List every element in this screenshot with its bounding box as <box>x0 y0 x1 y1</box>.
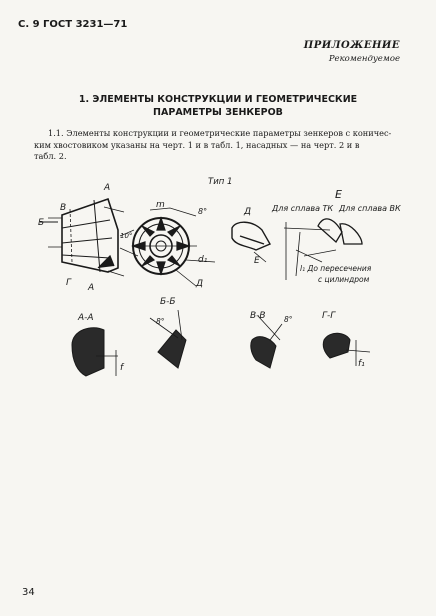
page-header: С. 9 ГОСТ 3231—71 <box>18 19 128 30</box>
note-line-1: l₁ До пересечения <box>300 264 372 273</box>
appendix-title: ПРИЛОЖЕНИЕ <box>303 40 400 51</box>
section-vv-label: В-В <box>250 311 266 321</box>
label-m: m <box>156 200 165 210</box>
label-a-bottom: А <box>88 283 95 293</box>
label-alloy-vk: Для сплава ВК <box>339 204 401 213</box>
note-line-2: с цилиндром <box>318 275 370 284</box>
label-b: В <box>60 203 67 213</box>
section-title-line-1: 1. ЭЛЕМЕНТЫ КОНСТРУКЦИИ И ГЕОМЕТРИЧЕСКИЕ <box>78 94 358 105</box>
page-number: 34 <box>22 587 35 598</box>
detail-d-drawing <box>232 222 270 262</box>
label-e: Е <box>254 256 260 266</box>
label-f1: f₁ <box>358 359 365 369</box>
label-d-detail: Д <box>244 207 252 217</box>
label-a: А <box>104 183 111 193</box>
section-aa-label: А-А <box>78 313 94 323</box>
section-gg-label: Г-Г <box>322 311 336 321</box>
label-e-title: Е <box>335 188 342 201</box>
label-angle-bb: 8° <box>156 317 165 326</box>
label-d: Д <box>196 279 204 289</box>
label-angle-vv: 8° <box>284 315 293 324</box>
label-d1: d₁ <box>198 255 208 265</box>
appendix-subtitle: Рекомендуемое <box>328 54 400 64</box>
label-alloy-tk: Для сплава ТК <box>272 204 334 213</box>
label-b2: Б <box>38 218 45 228</box>
label-f: f <box>120 363 124 373</box>
label-g: Г <box>66 278 72 288</box>
label-angle-10: 10° <box>120 232 133 240</box>
end-view-drawing <box>133 208 215 286</box>
paragraph-line-3: табл. 2. <box>34 151 67 161</box>
section-bb-label: Б-Б <box>160 297 176 307</box>
section-title-line-2: ПАРАМЕТРЫ ЗЕНКЕРОВ <box>153 107 283 118</box>
figure-type-label: Тип 1 <box>208 177 233 187</box>
paragraph-line-1: 1.1. Элементы конструкции и геометрические параметры зенкеров с коничес- <box>48 128 392 138</box>
paragraph-line-2: ким хвостовиком указаны на черт. 1 и в табл. 1, насадных — на черт. 2 и в <box>34 139 360 150</box>
label-angle-8: 8° <box>198 207 208 216</box>
